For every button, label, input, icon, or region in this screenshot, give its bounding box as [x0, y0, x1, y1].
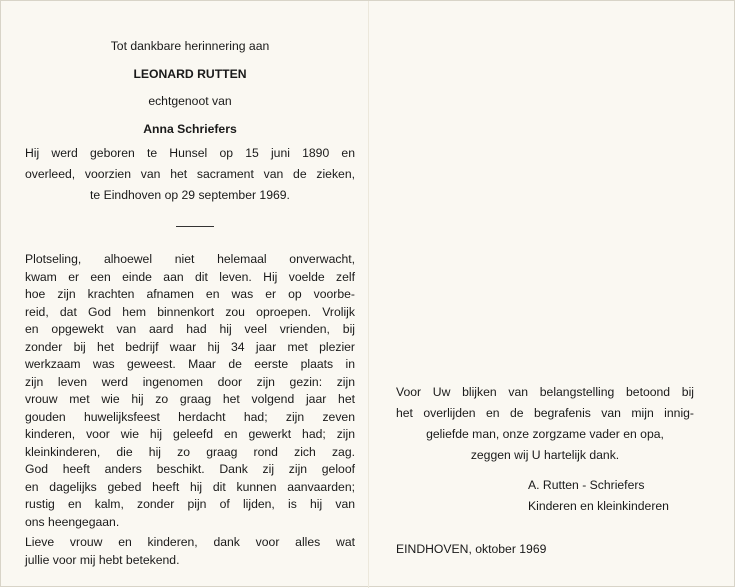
- body-line: rustig en kalm, zonder pijn of lijden, is hij van: [25, 497, 355, 511]
- spouse-name: Anna Schriefers: [143, 122, 237, 136]
- birth-line: te Eindhoven op 29 september 1969.: [90, 188, 290, 202]
- closing-line: jullie voor mij hebt betekend.: [25, 553, 180, 567]
- body-line: Plotseling, alhoewel niet helemaal onverwacht,: [25, 252, 355, 266]
- body-line: God heeft anders beschikt. Dank zij zijn geloof: [25, 462, 355, 476]
- closing-line: Lieve vrouw en kinderen, dank voor alles wat: [25, 535, 355, 549]
- body-line: kinderen, voor wie hij geleefd en gewerkt had; zijn: [25, 427, 355, 441]
- body-line: en opgewekt van aard had hij veel vrienden, bij: [25, 322, 355, 336]
- thanks-line: Voor Uw blijken van belangstelling betoond bij: [396, 385, 694, 399]
- body-line: kleinkinderen, die hij zo graag rond zich zag.: [25, 444, 355, 459]
- divider-line: [176, 226, 214, 227]
- card-fold: [368, 1, 369, 588]
- body-line: kwam er een einde aan dit leven. Hij voelde zelf: [25, 269, 355, 284]
- place-date: EINDHOVEN, oktober 1969: [396, 542, 547, 556]
- thanks-line: geliefde man, onze zorgzame vader en opa,: [426, 427, 664, 441]
- body-line: gouden huwelijksfeest herdacht had; zijn zeven: [25, 409, 355, 424]
- body-line: werkzaam was geweest. Maar de eerste plaats in: [25, 357, 355, 371]
- body-line: zijn leven werd ingenomen door zijn gezin: zijn: [25, 374, 355, 389]
- body-line: en dagelijks gebed heeft hij dit kunnen aanvaarden;: [25, 479, 355, 494]
- signature-name: A. Rutten - Schriefers: [528, 478, 645, 492]
- thanks-line: zeggen wij U hartelijk dank.: [470, 448, 620, 462]
- birth-line: overleed, voorzien van het sacrament van de zieken,: [25, 167, 355, 181]
- body-line: ons heengegaan.: [25, 514, 120, 529]
- relation-text: echtgenoot van: [148, 94, 232, 108]
- intro-text: Tot dankbare herinnering aan: [110, 39, 270, 53]
- deceased-name: LEONARD RUTTEN: [133, 67, 247, 81]
- body-line: hoe zijn krachten afnamen en was er op voorbe-: [25, 287, 355, 301]
- body-line: reid, dat God hem binnenkort zou oproepen. Vrolijk: [25, 304, 355, 319]
- birth-line: Hij werd geboren te Hunsel op 15 juni 1890 en: [25, 146, 355, 160]
- thanks-line: het overlijden en de begrafenis van mijn innig-: [396, 406, 694, 420]
- body-line: zonder bij het bedrijf waar hij 34 jaar met plezier: [25, 339, 355, 354]
- signature-family: Kinderen en kleinkinderen: [528, 499, 669, 513]
- body-line: vrouw met wie hij zo graag het volgend jaar het: [25, 392, 355, 406]
